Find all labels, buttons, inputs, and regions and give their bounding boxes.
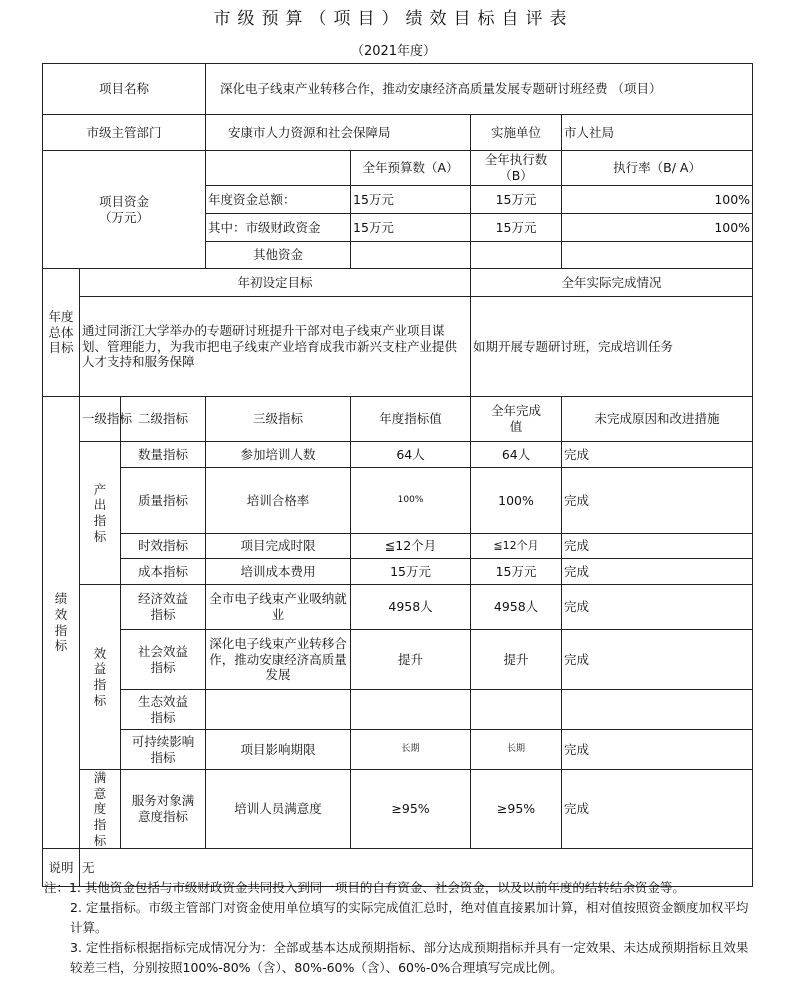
funds-row-rate: 100% [562, 214, 753, 242]
project-name-value: 深化电子线束产业转移合作，推动安康经济高质量发展专题研讨班经费 （项目） [206, 64, 753, 115]
funds-row-label: 其他资金 [206, 242, 351, 269]
footnotes [44, 878, 760, 978]
perf-l2: 生态效益指标 [121, 690, 206, 730]
perf-reason [562, 690, 753, 730]
funds-col-rate: 执行率（B/ A） [562, 151, 753, 186]
perf-l3: 深化电子线束产业转移合作，推动安康经济高质量发展 [206, 630, 351, 690]
overall-col-actual: 全年实际完成情况 [471, 269, 753, 297]
funds-row-budget: 15万元 [351, 214, 471, 242]
perf-reason: 完成 [562, 585, 753, 630]
perf-l2: 服务对象满意度指标 [121, 770, 206, 849]
perf-header-reason: 未完成原因和改进措施 [562, 397, 753, 442]
impl-unit-label: 实施单位 [471, 115, 562, 151]
funds-col-exec: 全年执行数（B） [471, 151, 562, 186]
funds-row-label: 其中：市级财政资金 [206, 214, 351, 242]
dept-value: 安康市人力资源和社会保障局 [206, 115, 471, 151]
perf-target [351, 690, 471, 730]
remark-label: 说明 [43, 849, 80, 887]
perf-header-l1: 一级指标 [80, 397, 121, 442]
perf-group-satisfaction: 满意度指标 [80, 770, 121, 849]
footnote-3: 3. 定性指标根据指标完成情况分为：全部或基本达成预期指标、部分达成预期指标并具有一定效果、未达成预期指标且效果较差三档，分别按照100%-80%（含）、80%-60%（含）、60%-0%合理填写完成比例。 [70, 940, 749, 975]
perf-l3: 培训合格率 [206, 468, 351, 534]
footnote-2: 2. 定量指标。市级主管部门对资金使用单位填写的实际完成值汇总时，绝对值直接累加计算，相对值按照资金额度加权平均计算。 [70, 900, 749, 935]
perf-header-actual: 全年完成值 [471, 397, 562, 442]
perf-target: ≦12个月 [351, 534, 471, 559]
perf-actual: 4958人 [471, 585, 562, 630]
funds-col-budget: 全年预算数（A） [351, 151, 471, 186]
perf-actual: 64人 [471, 442, 562, 468]
perf-target: 4958人 [351, 585, 471, 630]
perf-l2: 成本指标 [121, 559, 206, 585]
funds-row-exec: 15万元 [471, 214, 562, 242]
perf-reason: 完成 [562, 534, 753, 559]
perf-l2: 经济效益指标 [121, 585, 206, 630]
perf-target: 64人 [351, 442, 471, 468]
perf-group-output: 产出指标 [80, 442, 121, 585]
perf-l3: 全市电子线束产业吸纳就业 [206, 585, 351, 630]
funds-row-exec [471, 242, 562, 269]
perf-l2: 数量指标 [121, 442, 206, 468]
overall-actual-text: 如期开展专题研讨班，完成培训任务 [471, 297, 753, 397]
report-year: （2021年度） [350, 44, 437, 59]
overall-set-text: 通过同浙江大学举办的专题研讨班提升干部对电子线束产业项目谋划、管理能力，为我市把电子线束产业培育成我市新兴支柱产业提供人才支持和服务保障 [80, 297, 471, 397]
perf-label: 绩效指标 [43, 397, 80, 849]
funds-row-budget [351, 242, 471, 269]
funds-label: 项目资金 （万元） [43, 151, 206, 269]
perf-target: 100% [351, 468, 471, 534]
perf-header-l3: 三级指标 [206, 397, 351, 442]
perf-header-l2: 二级指标 [121, 397, 206, 442]
perf-l2: 社会效益指标 [121, 630, 206, 690]
perf-target: ≥95% [351, 770, 471, 849]
funds-row-rate [562, 242, 753, 269]
funds-header-blank [206, 151, 351, 186]
perf-target: 15万元 [351, 559, 471, 585]
perf-header-target: 年度指标值 [351, 397, 471, 442]
funds-row-label: 年度资金总额： [206, 186, 351, 214]
perf-l2: 质量指标 [121, 468, 206, 534]
perf-l3: 培训人员满意度 [206, 770, 351, 849]
perf-actual: ≦12个月 [471, 534, 562, 559]
project-name-label: 项目名称 [43, 64, 206, 115]
remark-value: 无 [80, 849, 753, 887]
funds-row-rate: 100% [562, 186, 753, 214]
perf-actual: 提升 [471, 630, 562, 690]
perf-l3: 培训成本费用 [206, 559, 351, 585]
perf-l3: 项目完成时限 [206, 534, 351, 559]
perf-l2: 时效指标 [121, 534, 206, 559]
perf-l3: 参加培训人数 [206, 442, 351, 468]
perf-reason: 完成 [562, 730, 753, 770]
perf-reason: 完成 [562, 442, 753, 468]
perf-l3 [206, 690, 351, 730]
perf-target: 长期 [351, 730, 471, 770]
perf-reason: 完成 [562, 468, 753, 534]
perf-actual: ≥95% [471, 770, 562, 849]
perf-l2: 可持续影响指标 [121, 730, 206, 770]
perf-target: 提升 [351, 630, 471, 690]
footnote-1: 注：1. 其他资金包括与市级财政资金共同投入到同一项目的自有资金、社会资金，以及以前年度的结转结余资金等。 [44, 880, 685, 895]
perf-actual: 长期 [471, 730, 562, 770]
perf-reason: 完成 [562, 630, 753, 690]
perf-reason: 完成 [562, 559, 753, 585]
perf-group-effect: 效益指标 [80, 585, 121, 770]
perf-actual: 15万元 [471, 559, 562, 585]
self-evaluation-table [42, 63, 753, 887]
impl-unit-value: 市人社局 [562, 115, 753, 151]
overall-goal-label: 年度总体目标 [43, 269, 80, 397]
perf-actual: 100% [471, 468, 562, 534]
perf-reason: 完成 [562, 770, 753, 849]
perf-l3: 项目影响期限 [206, 730, 351, 770]
overall-col-set: 年初设定目标 [80, 269, 471, 297]
page-title: 市级预算（项目）绩效目标自评表 [213, 9, 574, 29]
perf-actual [471, 690, 562, 730]
funds-row-budget: 15万元 [351, 186, 471, 214]
dept-label: 市级主管部门 [43, 115, 206, 151]
funds-row-exec: 15万元 [471, 186, 562, 214]
